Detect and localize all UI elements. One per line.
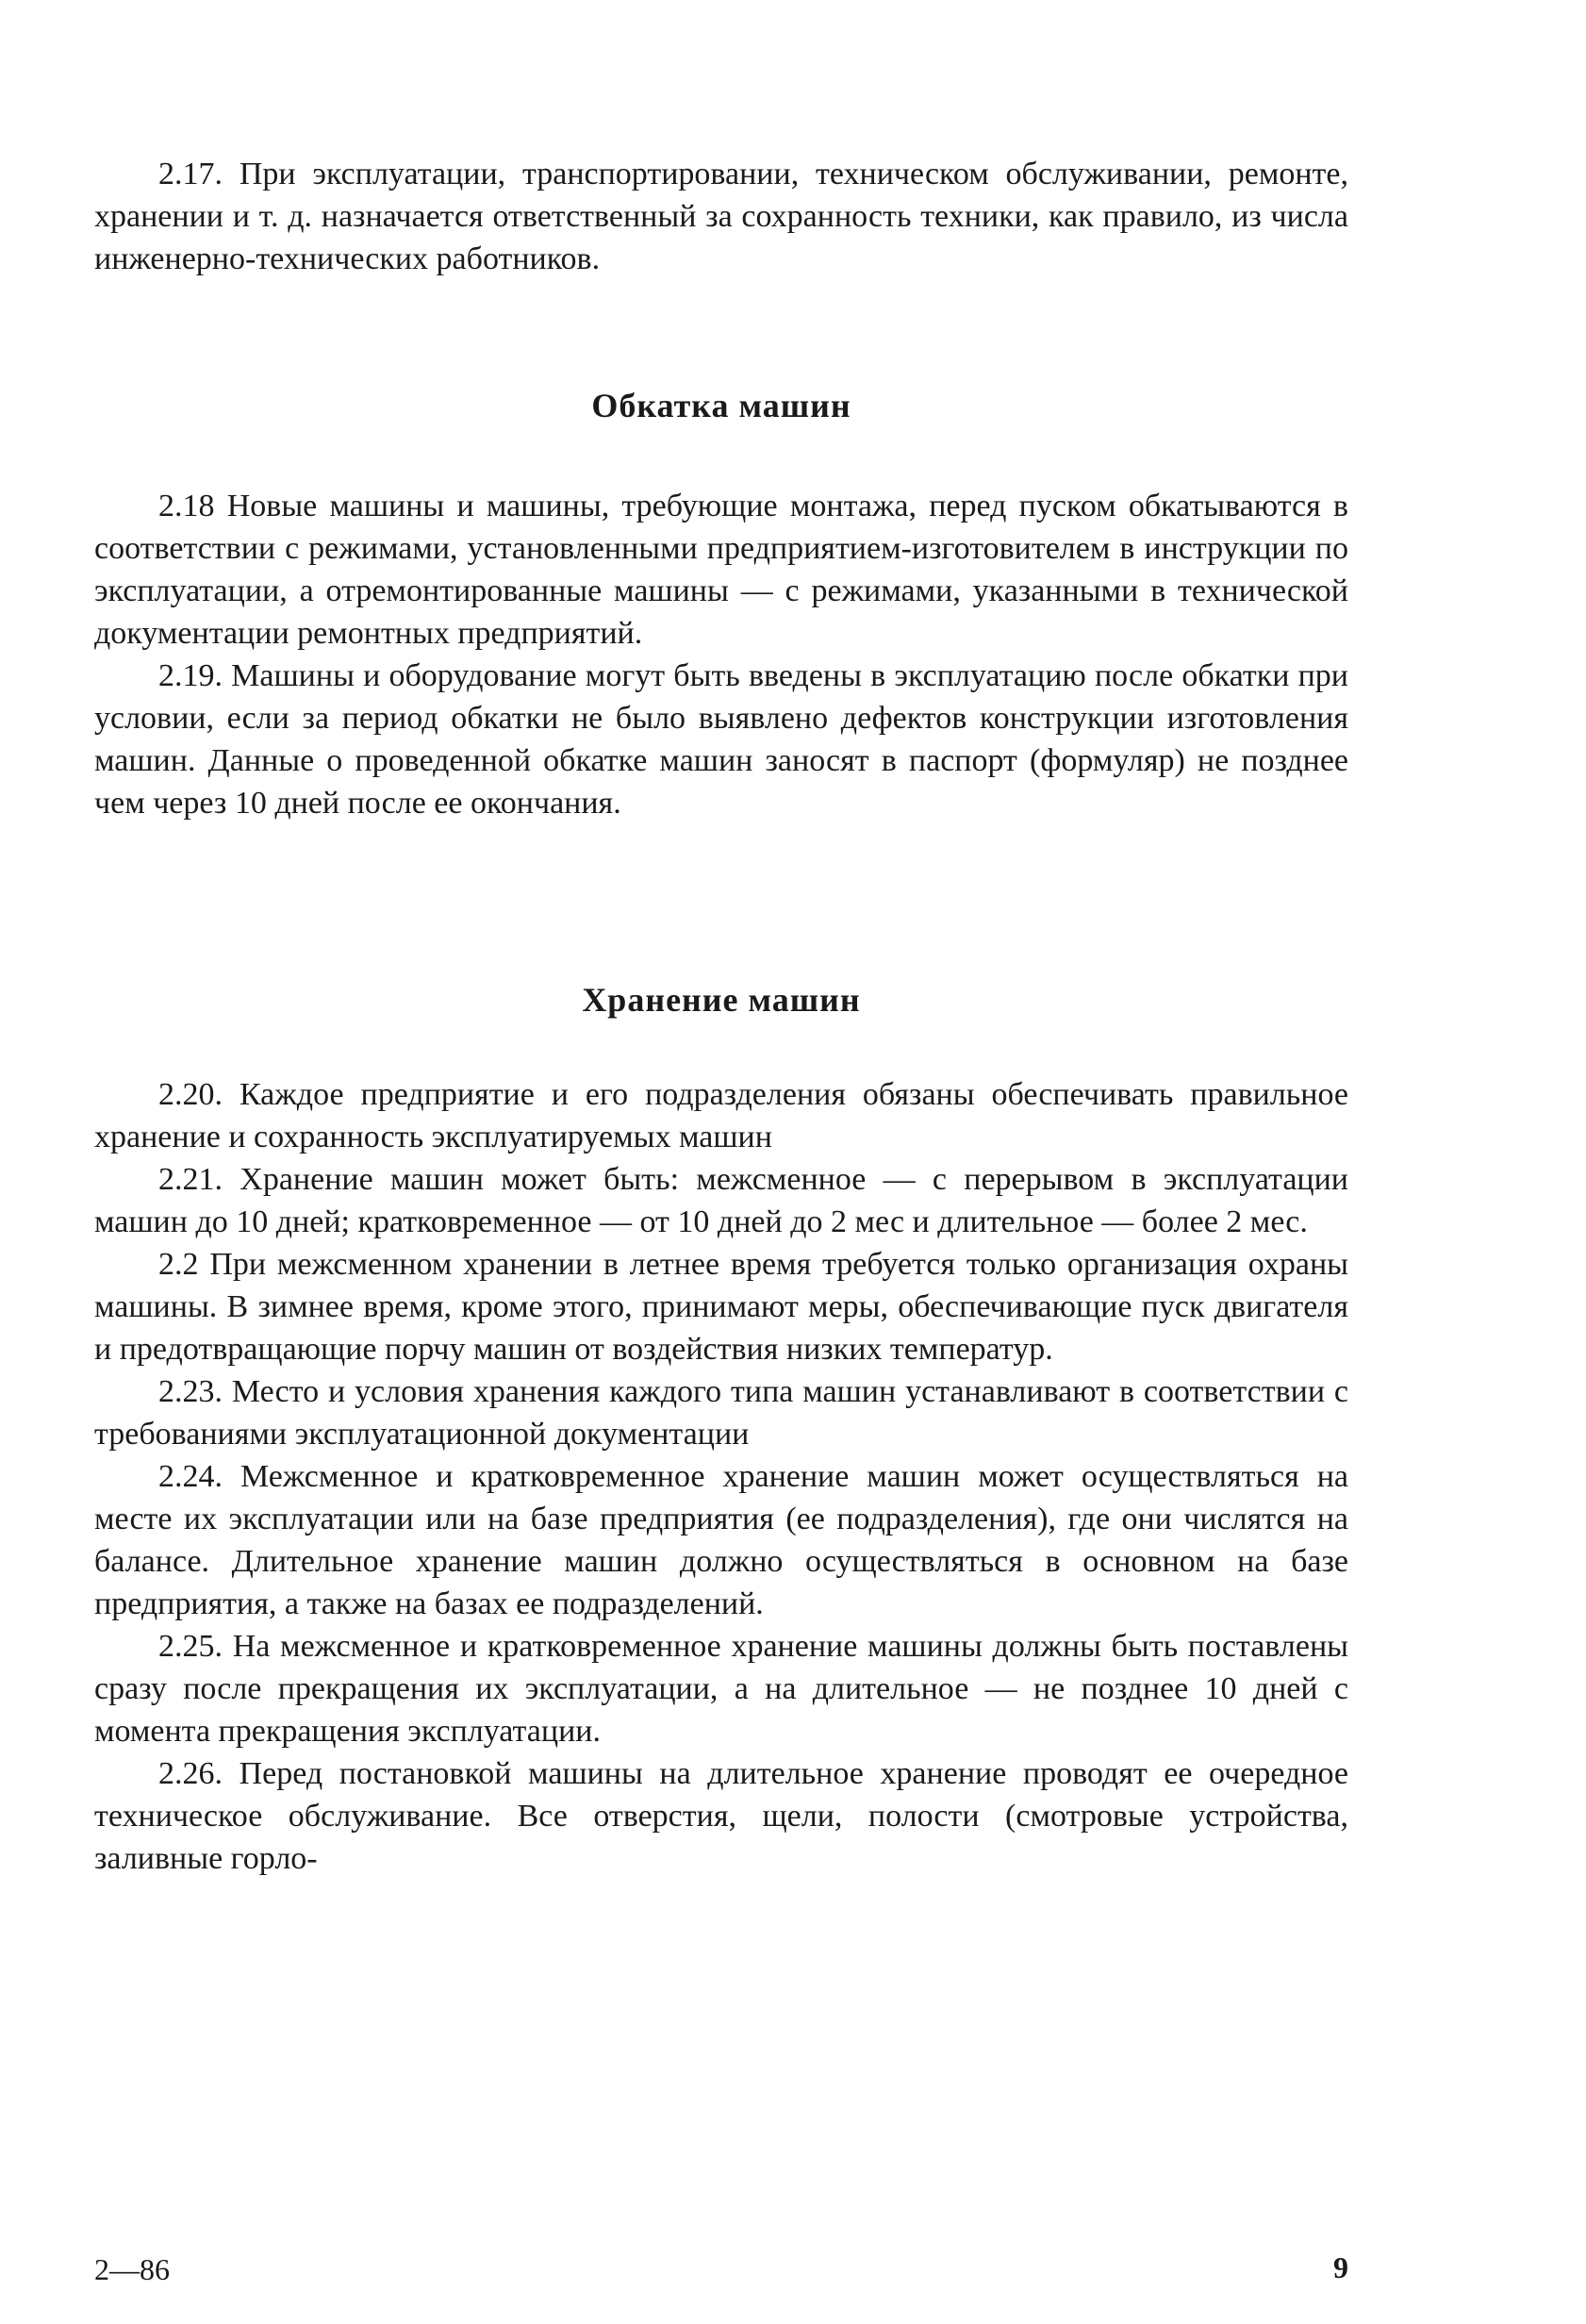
breakin-section-body xyxy=(94,485,1348,824)
intro-block xyxy=(94,153,1348,280)
section-heading-storage: Хранение машин xyxy=(582,981,861,1019)
paragraph-2-21: 2.21. Хранение машин может быть: межсменное — с перерывом в эксплуатации машин до 10 дней; кратковременное — от 10 дней до 2 мес и длительное — более 2 мес. xyxy=(94,1162,1348,1239)
paragraph-2-25: 2.25. На межсменное и кратковременное хранение машины должны быть поставлены сразу после прекращения их эксплуатации, а на длительное — не позднее 10 дней с момента прекращения эксплуатации. xyxy=(94,1629,1348,1749)
paragraph-2-23: 2.23. Место и условия хранения каждого типа машин устанавливают в соответствии с требованиями эксплуатационной документации xyxy=(94,1374,1348,1452)
page-number: 9 xyxy=(1333,2250,1348,2284)
storage-section-body xyxy=(94,1073,1348,1880)
paragraph-2-24: 2.24. Межсменное и кратковременное хранение машин может осуществляться на месте их эксплуатации или на базе предприятия (ее подразделения), где они числятся на балансе. Длительное хранение машин должно осуществляться в основном на базе предприятия, а также на базах ее подразделений. xyxy=(94,1459,1348,1621)
paragraph-2-17: 2.17. При эксплуатации, транспортировании, техническом обслуживании, ремонте, хранении и т. д. назначается ответственный за сохранность техники, как правило, из числа инженерно-технических работников. xyxy=(94,157,1348,276)
paragraph-2-20: 2.20. Каждое предприятие и его подразделения обязаны обеспечивать правильное хранение и сохранность эксплуатируемых машин xyxy=(94,1077,1348,1154)
paragraph-2-22: 2.2 При межсменном хранении в летнее время требуется только организация охраны машины. В зимнее время, кроме этого, принимают меры, обеспечивающие пуск двигателя и предотвращающие порчу машин от воздействия низких температур. xyxy=(94,1247,1348,1367)
section-heading-breakin: Обкатка машин xyxy=(591,387,851,424)
printer-signature: 2—86 xyxy=(94,2252,170,2286)
paragraph-2-26: 2.26. Перед постановкой машины на длительное хранение проводят ее очередное техническое обслуживание. Все отверстия, щели, полости (смотровые устройства, заливные горло- xyxy=(94,1756,1348,1876)
paragraph-2-18: 2.18 Новые машины и машины, требующие монтажа, перед пуском обкатываются в соответствии с режимами, установленными предприятием-изготовителем в инструкции по эксплуатации, а отремонтированные машины — с режимами, указанными в технической документации ремонтных предприятий. xyxy=(94,489,1348,651)
paragraph-2-19: 2.19. Машины и оборудование могут быть введены в эксплуатацию после обкатки при условии, если за период обкатки не было выявлено дефектов конструкции изготовления машин. Данные о проведенной обкатке машин заносят в паспорт (формуляр) не позднее чем через 10 дней после ее окончания. xyxy=(94,658,1348,821)
